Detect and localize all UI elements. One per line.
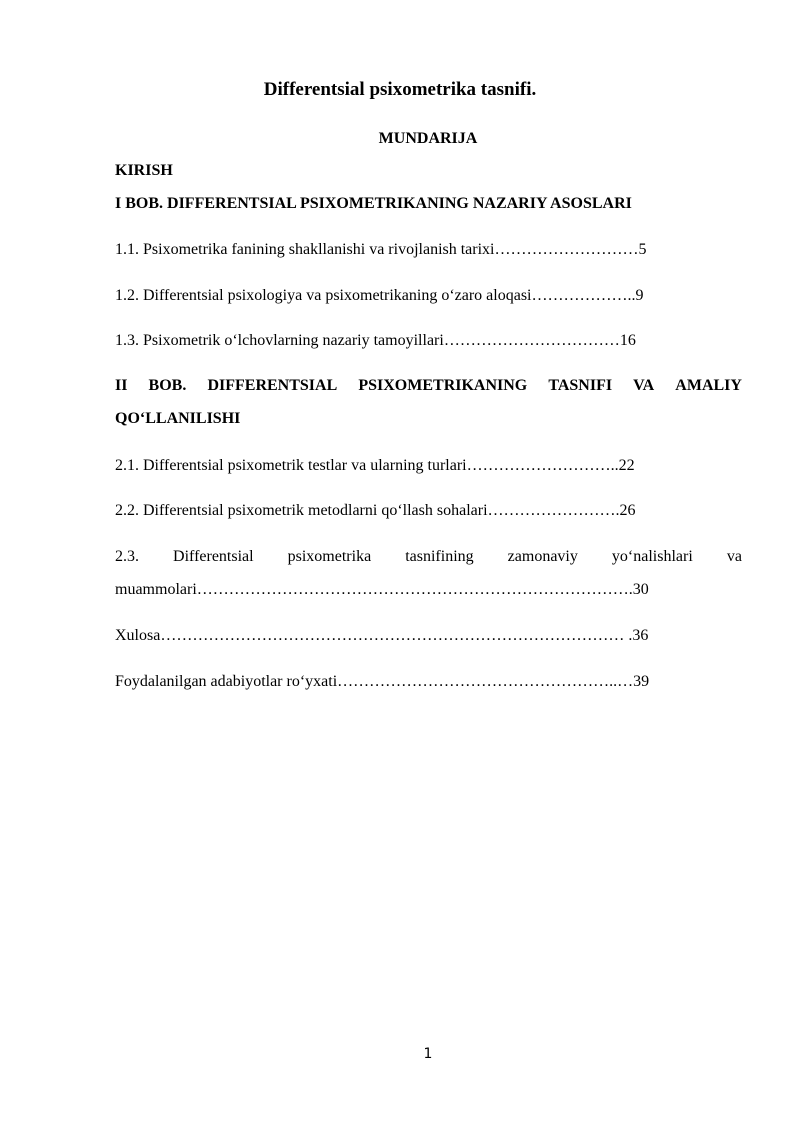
toc-entry-references: Foydalanilgan adabiyotlar ro‘yxati……………………………………………..…39 — [115, 673, 650, 690]
toc-word: tasnifining — [405, 548, 474, 565]
toc-word: va — [726, 548, 742, 565]
toc-entry-2-1: 2.1. Differentsial psixometrik testlar va ularning turlari………………………..22 — [115, 457, 635, 474]
chapter-2-word: PSIXOMETRIKANING — [358, 377, 528, 394]
chapter-2-heading-line-2: QO‘LLANILISHI — [115, 410, 241, 427]
chapter-2-word: BOB. — [148, 377, 187, 394]
toc-entry-2-3-line-2: muammolari……………………………………………………………………….30 — [115, 581, 649, 598]
chapter-2-word: AMALIY — [675, 377, 742, 394]
toc-word: psixometrika — [287, 548, 372, 565]
page-number: 1 — [423, 1046, 433, 1062]
chapter-1-heading: I BOB. DIFFERENTSIAL PSIXOMETRIKANING NAZARIY ASOSLARI — [115, 195, 632, 212]
toc-entry-1-2: 1.2. Differentsial psixologiya va psixometrikaning o‘zaro aloqasi………………..9 — [115, 287, 644, 304]
toc-entry-1-1: 1.1. Psixometrika fanining shakllanishi va rivojlanish tarixi………………………5 — [115, 241, 647, 258]
intro-heading: KIRISH — [115, 162, 173, 179]
toc-entry-2-3-line-1 — [115, 547, 742, 567]
contents-heading: MUNDARIJA — [378, 130, 478, 147]
chapter-2-word: II — [115, 377, 128, 394]
chapter-2-word: TASNIFI — [548, 377, 613, 394]
chapter-2-word: DIFFERENTSIAL — [207, 377, 338, 394]
toc-word: Differentsial — [173, 548, 254, 565]
chapter-2-heading-line-1 — [115, 376, 742, 396]
toc-word: yo‘nalishlari — [611, 548, 693, 565]
toc-word: zamonaviy — [507, 548, 578, 565]
toc-entry-conclusion: Xulosa…………………………………………………………………………… .36 — [115, 627, 649, 644]
chapter-2-word: VA — [633, 377, 655, 394]
toc-word: 2.3. — [115, 548, 139, 565]
document-title: Differentsial psixometrika tasnifi. — [263, 79, 537, 100]
toc-entry-1-3: 1.3. Psixometrik o‘lchovlarning nazariy tamoyillari……………………………16 — [115, 332, 636, 349]
toc-entry-2-2: 2.2. Differentsial psixometrik metodlarni qo‘llash sohalari…………………….26 — [115, 502, 636, 519]
